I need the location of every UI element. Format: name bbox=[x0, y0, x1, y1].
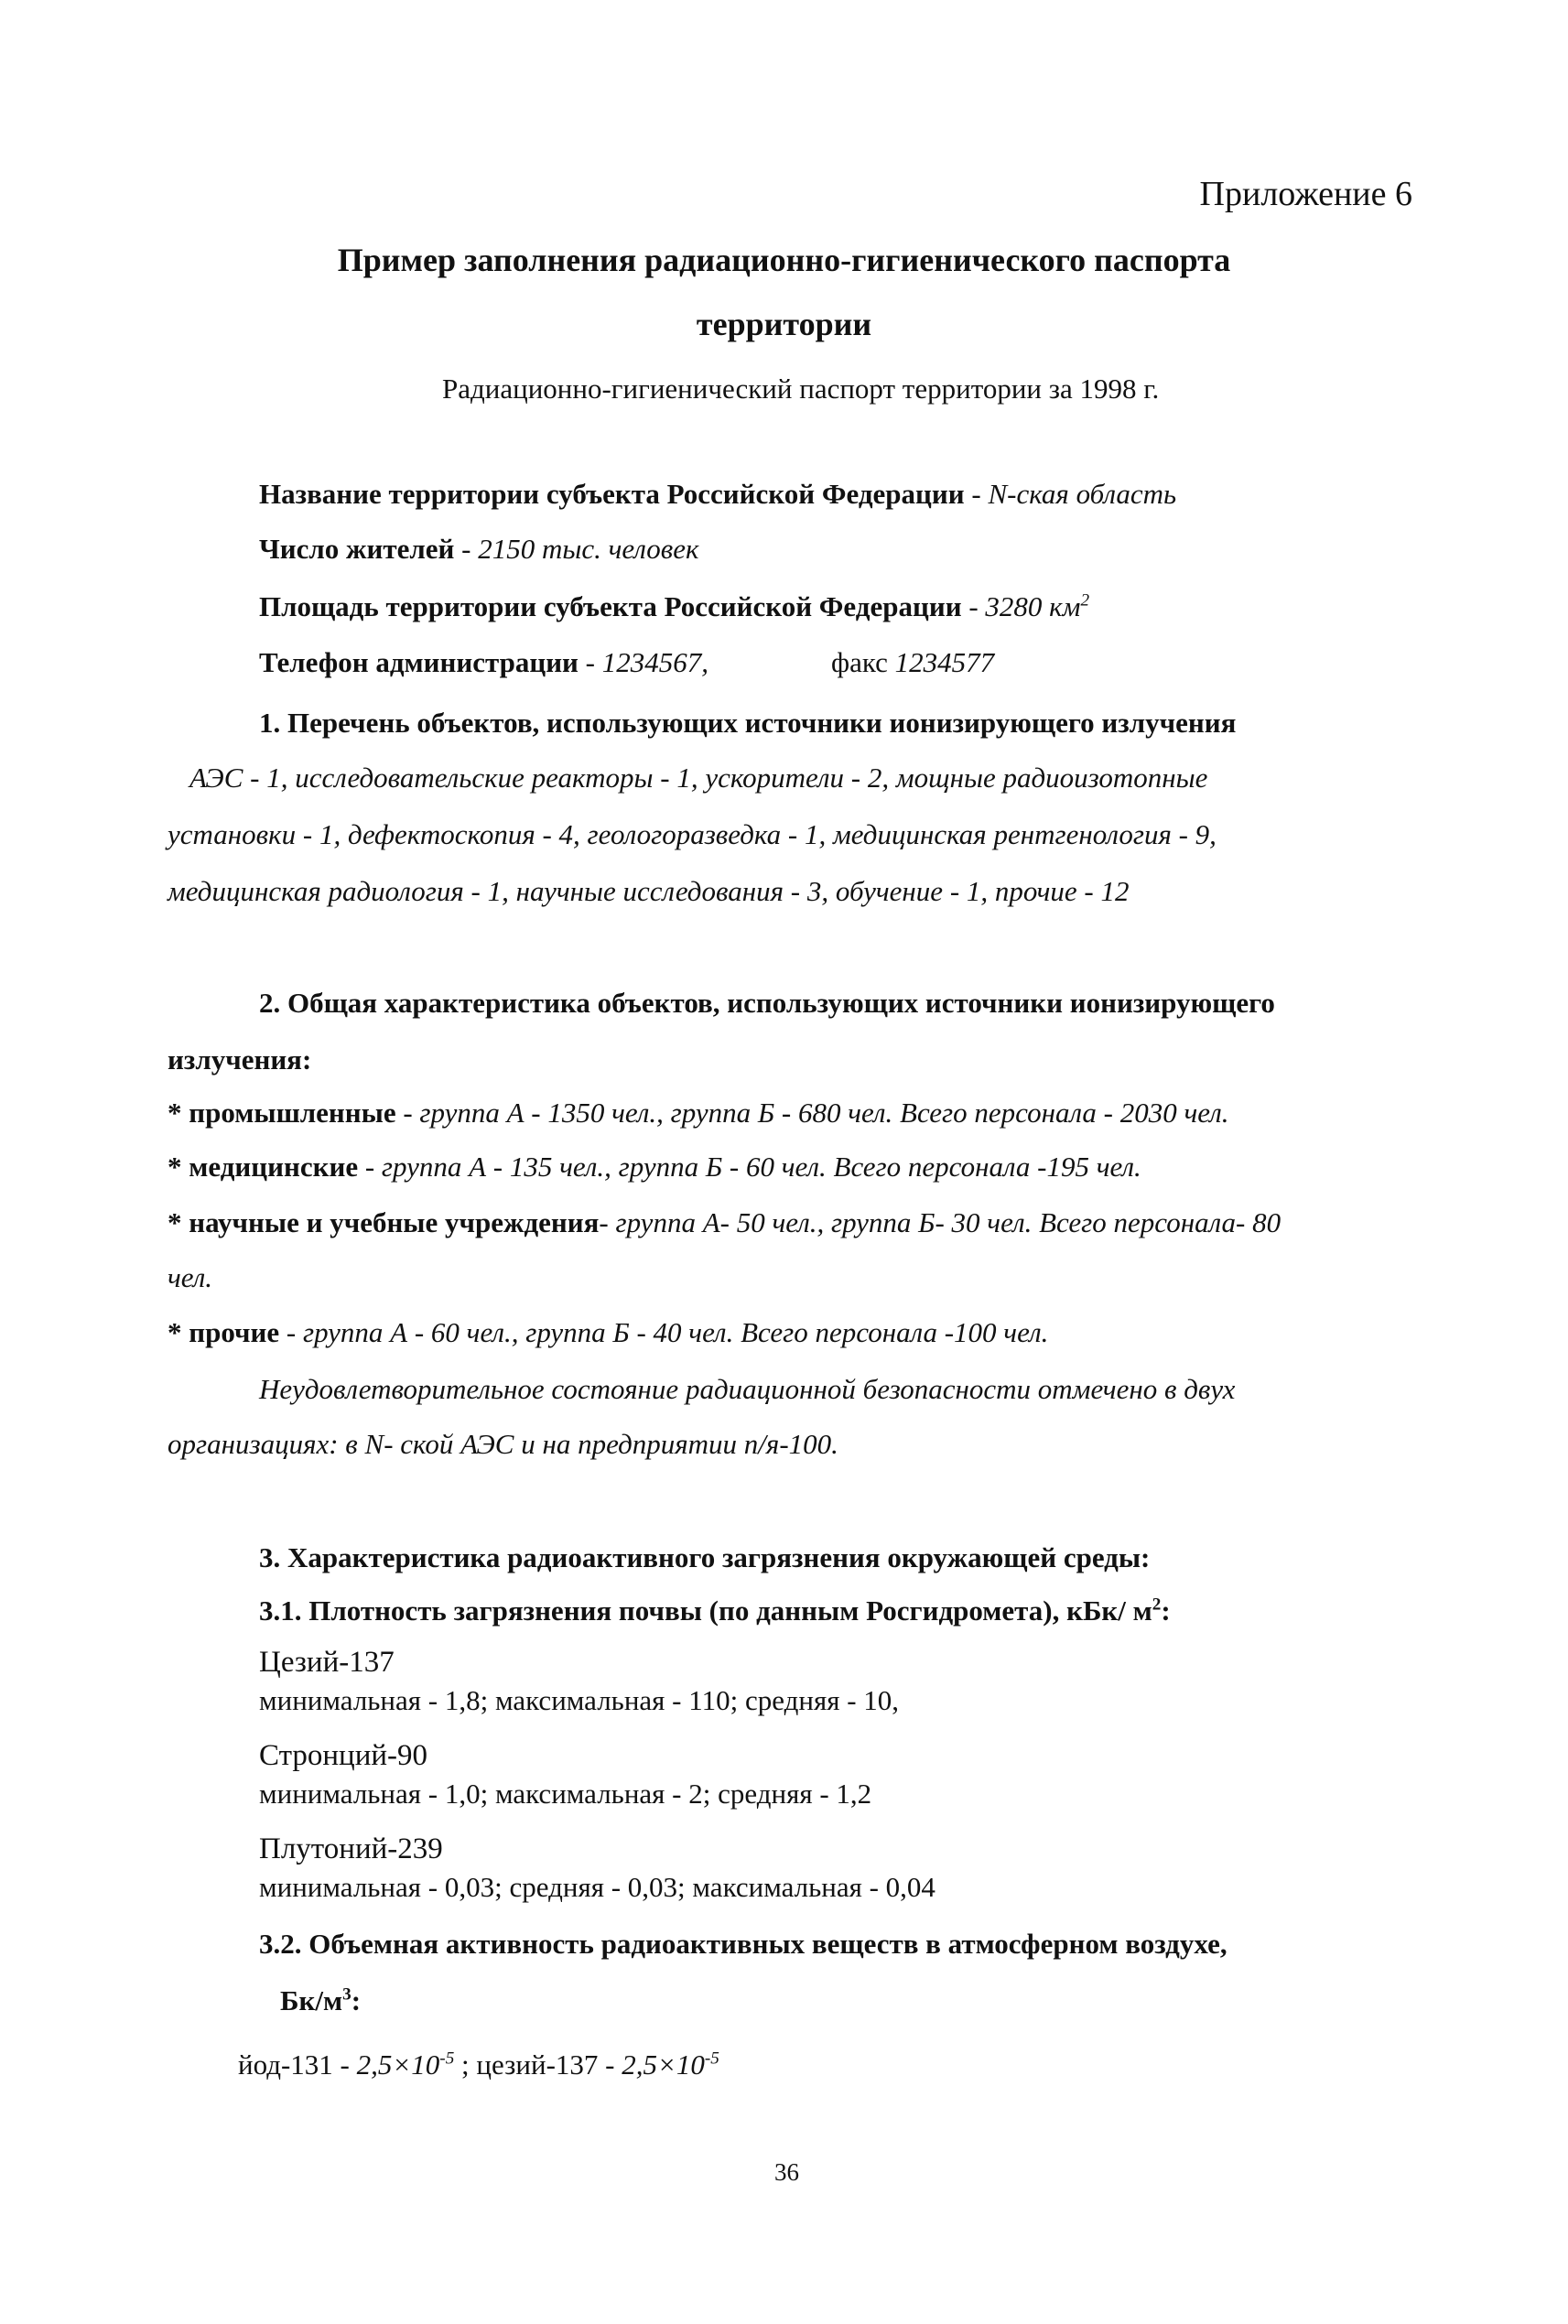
phone-value: 1234567, bbox=[601, 646, 708, 678]
staff-medical bbox=[168, 1151, 1141, 1184]
cesium-air-value: 2,5×10 bbox=[622, 2048, 705, 2081]
plutonium-soil-name: Плутоний-239 bbox=[259, 1832, 443, 1865]
population-value: 2150 тыс. человек bbox=[478, 533, 699, 565]
area-value: 3280 км bbox=[985, 590, 1081, 622]
staff-scientific-text: - группа А- 50 чел., группа Б- 30 чел. Всего персонала- 80 bbox=[599, 1206, 1281, 1238]
staff-industrial-label: * промышленные bbox=[168, 1097, 396, 1129]
territory-name-value: N-ская область bbox=[988, 478, 1177, 510]
staff-scientific-label: * научные и учебные учреждения bbox=[168, 1206, 600, 1238]
staff-scientific-continuation: чел. bbox=[168, 1261, 213, 1293]
fax-value: 1234577 bbox=[894, 646, 995, 678]
population-label: Число жителей bbox=[259, 533, 455, 565]
staff-other-text: - группа А - 60 чел., группа Б - 40 чел. Всего персонала -100 чел. bbox=[279, 1316, 1049, 1348]
section3-2-unit-exponent: 3 bbox=[342, 1984, 351, 2005]
phone-line: Телефон администрации - 1234567, bbox=[259, 646, 708, 678]
safety-note-line2: организациях: в N- ской АЭС и на предприятии п/я-100. bbox=[168, 1428, 838, 1460]
cesium-soil-name: Цезий-137 bbox=[259, 1646, 395, 1679]
document-title-line1: Пример заполнения радиационно-гигиенического паспорта bbox=[337, 242, 1231, 278]
cesium-soil-values: минимальная - 1,8; максимальная - 110; средняя - 10, bbox=[259, 1684, 900, 1716]
strontium-soil-values: минимальная - 1,0; максимальная - 2; средняя - 1,2 bbox=[259, 1778, 872, 1810]
staff-medical-label: * медицинские bbox=[168, 1151, 359, 1183]
fax-label: факс bbox=[831, 646, 888, 678]
section1-heading: 1. Перечень объектов, использующих источники ионизирующего излучения bbox=[259, 707, 1237, 739]
staff-industrial bbox=[168, 1097, 1229, 1130]
population-line: Число жителей - 2150 тыс. человек bbox=[259, 533, 699, 565]
staff-other-label: * прочие bbox=[168, 1316, 280, 1348]
page-number: 36 bbox=[774, 2158, 799, 2186]
phone-label: Телефон администрации bbox=[259, 646, 579, 678]
area-label: Площадь территории субъекта Российской Федерации bbox=[259, 590, 962, 622]
territory-name-line: Название территории субъекта Российской Федерации - N-ская область bbox=[259, 478, 1177, 510]
section3-1-unit-exponent: 2 bbox=[1152, 1594, 1162, 1615]
iodine-air-exponent: -5 bbox=[439, 2048, 455, 2069]
iodine-air-value: 2,5×10 bbox=[356, 2048, 440, 2081]
cesium-air-label: цезий-137 - bbox=[476, 2048, 615, 2081]
section3-2-colon: : bbox=[351, 1984, 362, 2016]
section3-1-colon: : bbox=[1161, 1594, 1171, 1627]
air-separator: ; bbox=[454, 2048, 477, 2081]
section3-2-unit bbox=[280, 1984, 361, 2017]
section3-2-unit-text: Бк/м bbox=[280, 1984, 343, 2016]
section3-heading: 3. Характеристика радиоактивного загрязнения окружающей среды: bbox=[259, 1541, 1151, 1573]
iodine-air-label: йод-131 - bbox=[238, 2048, 350, 2081]
section2-heading-line1: 2. Общая характеристика объектов, использующих источники ионизирующего bbox=[259, 987, 1275, 1019]
appendix-label: Приложение 6 bbox=[1199, 175, 1412, 213]
plutonium-soil-values: минимальная - 0,03; средняя - 0,03; максимальная - 0,04 bbox=[259, 1871, 935, 1903]
section1-list-line3: медицинская радиология - 1, научные исследования - 3, обучение - 1, прочие - 12 bbox=[168, 875, 1130, 907]
section3-1-heading bbox=[259, 1594, 1171, 1627]
strontium-soil-name: Стронций-90 bbox=[259, 1739, 428, 1772]
staff-industrial-text: - группа А - 1350 чел., группа Б - 680 чел. Всего персонала - 2030 чел. bbox=[395, 1097, 1229, 1129]
document-title-line2: территории bbox=[696, 306, 872, 342]
staff-other bbox=[168, 1316, 1048, 1349]
fax-line bbox=[831, 646, 994, 679]
section3-1-heading-text: 3.1. Плотность загрязнения почвы (по данным Росгидромета), кБк/ м bbox=[259, 1594, 1152, 1627]
document-subtitle: Радиационно-гигиенический паспорт территории за 1998 г. bbox=[442, 373, 1160, 405]
section3-2-heading: 3.2. Объемная активность радиоактивных веществ в атмосферном воздухе, bbox=[259, 1928, 1227, 1960]
staff-scientific bbox=[168, 1206, 1281, 1239]
staff-medical-text: - группа А - 135 чел., группа Б - 60 чел. Всего персонала -195 чел. bbox=[358, 1151, 1141, 1183]
area-unit-exponent: 2 bbox=[1080, 590, 1090, 611]
section2-heading-line2: излучения: bbox=[168, 1043, 312, 1076]
territory-name-label: Название территории субъекта Российской Федерации bbox=[259, 478, 965, 510]
section1-list-line2: установки - 1, дефектоскопия - 4, геологоразведка - 1, медицинская рентгенология - 9, bbox=[168, 818, 1217, 850]
air-activity-line bbox=[238, 2048, 719, 2081]
area-line: Площадь территории субъекта Российской Федерации - 3280 $км^2$ bbox=[259, 590, 1090, 622]
cesium-air-exponent: -5 bbox=[704, 2048, 719, 2069]
section1-list-line1: АЭС - 1, исследовательские реакторы - 1, ускорители - 2, мощные радиоизотопные bbox=[189, 762, 1208, 794]
safety-note-line1: Неудовлетворительное состояние радиационной безопасности отмечено в двух bbox=[259, 1373, 1236, 1405]
